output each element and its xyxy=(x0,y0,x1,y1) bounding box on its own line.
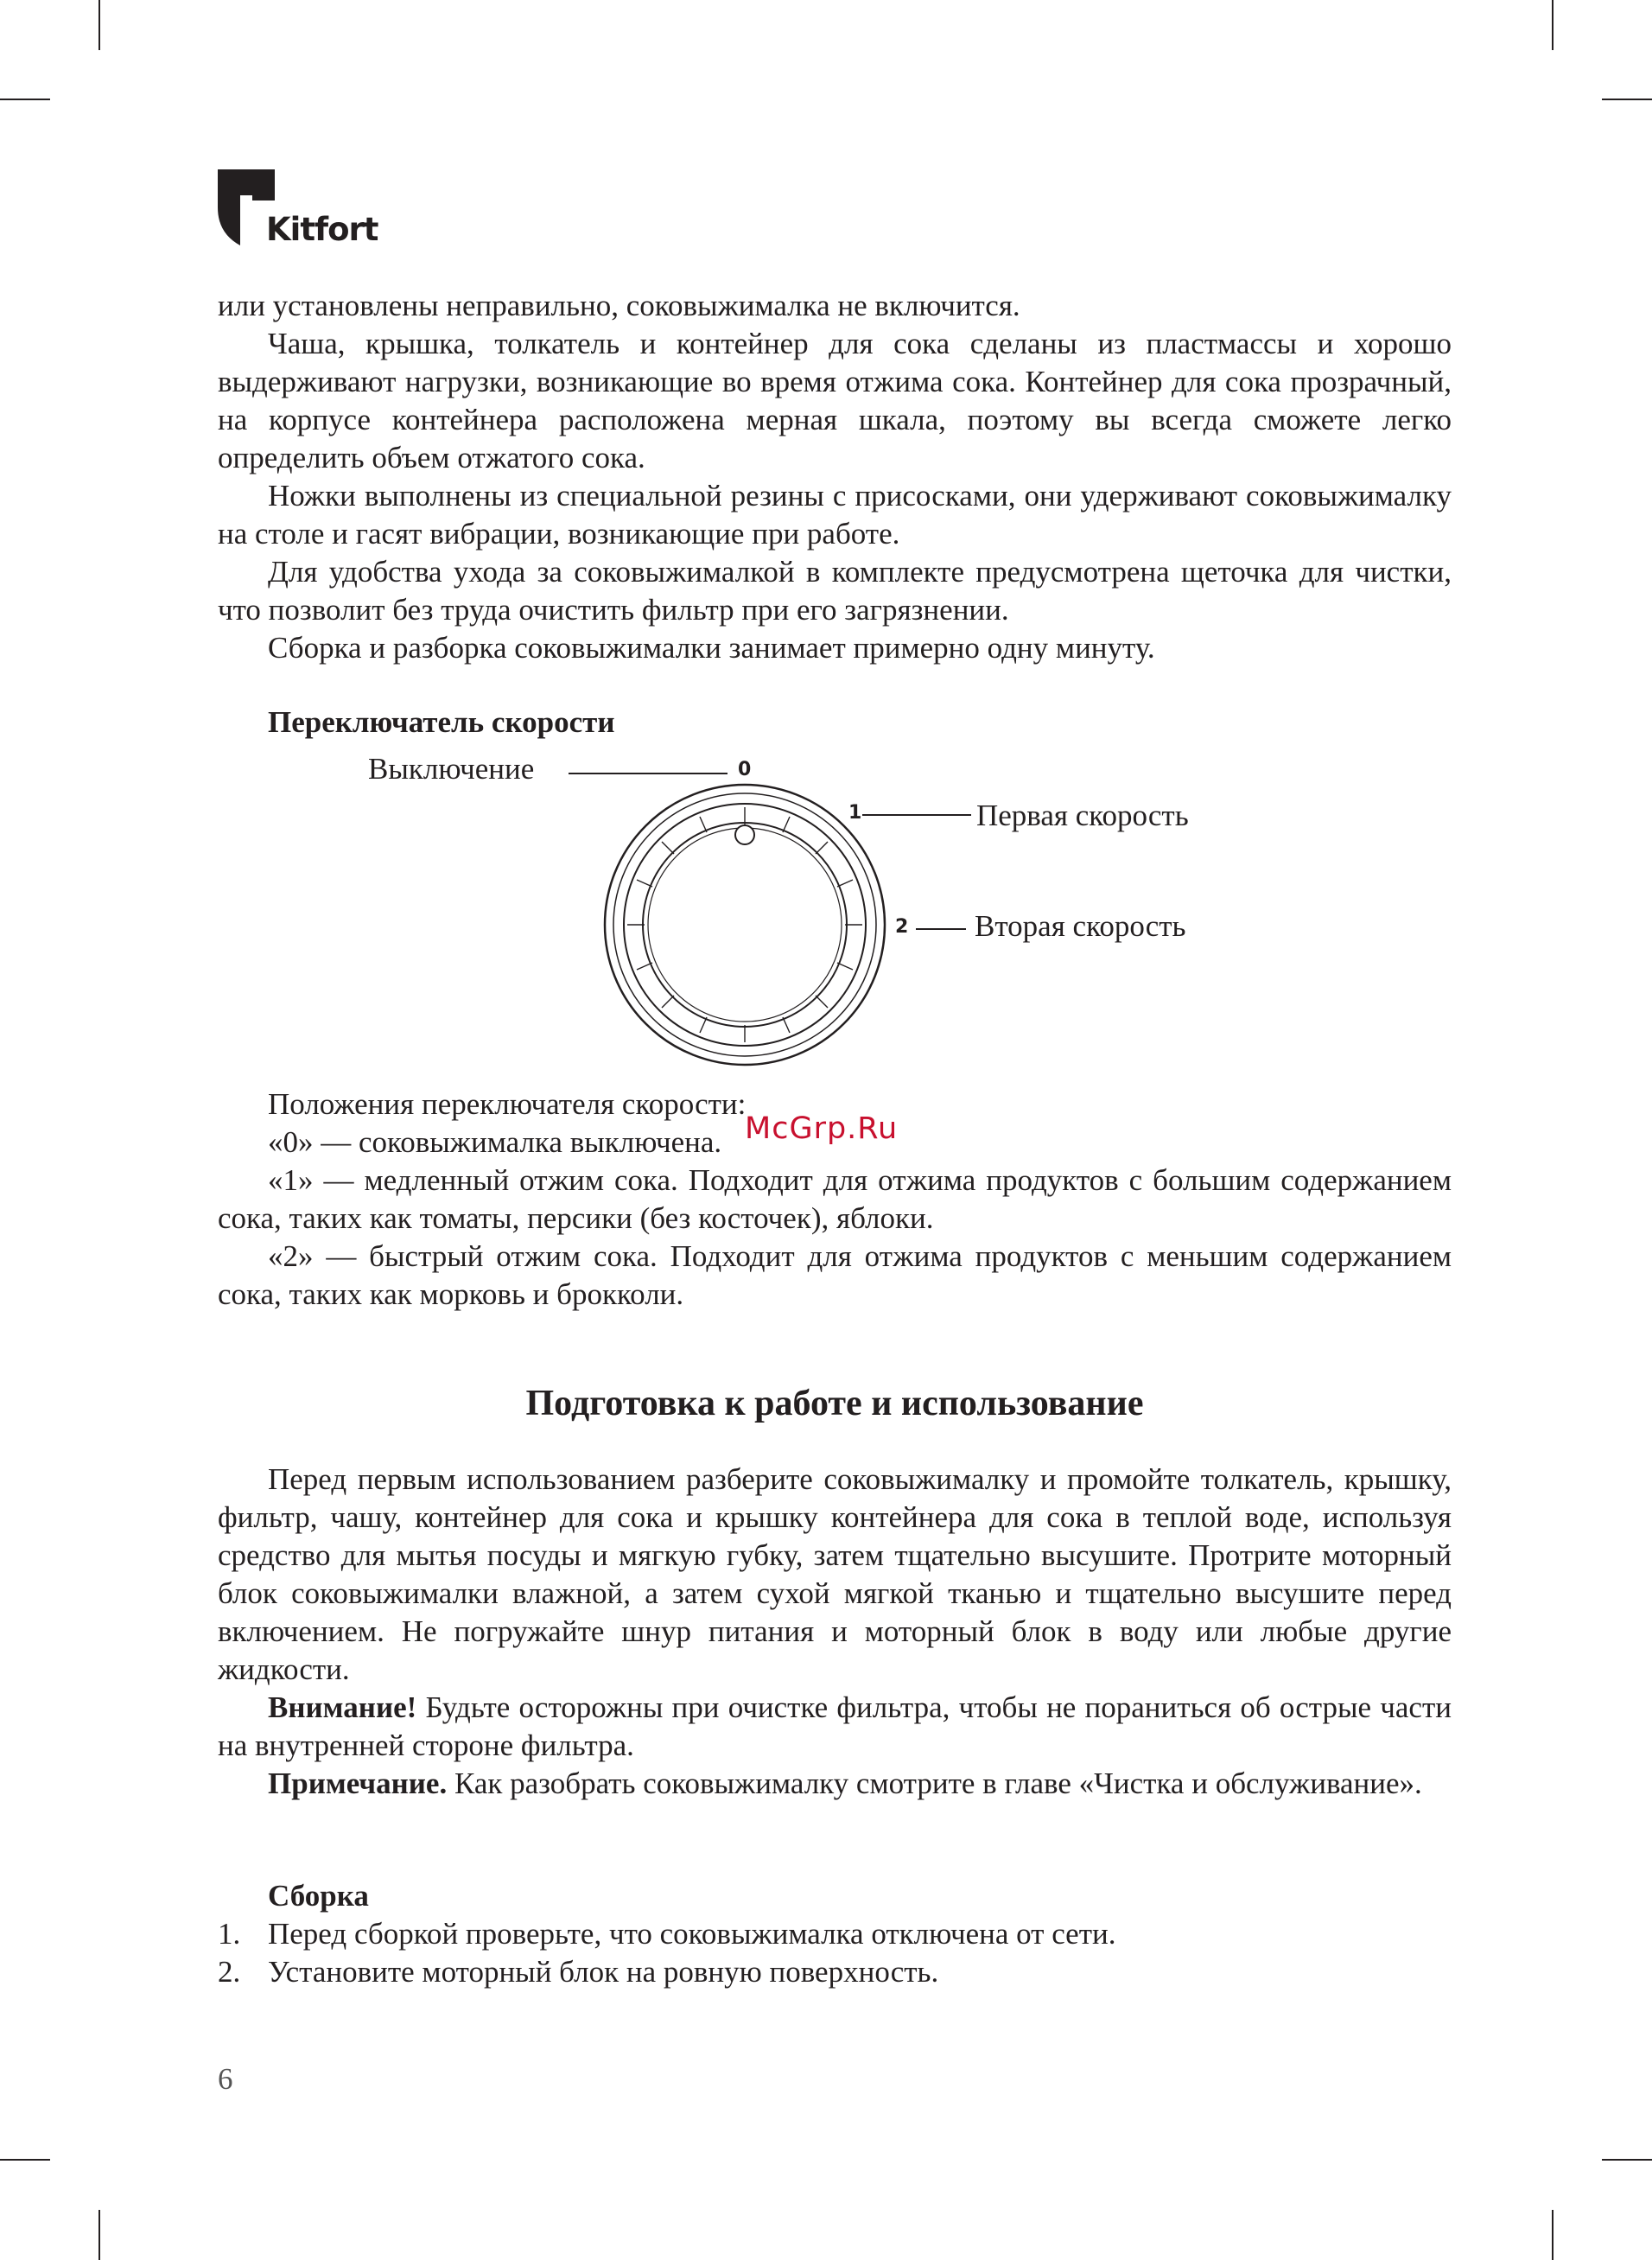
step-text: Перед сборкой проверьте, что соковыжималка отключена от сети. xyxy=(268,1917,1116,1951)
warning-text: Будьте осторожны при очистке фильтра, чтобы не пораниться об острые части на внутренней стороне фильтра. xyxy=(218,1690,1452,1762)
paragraph: Для удобства ухода за соковыжималкой в комплекте предусмотрена щеточка для чистки, что позволит без труда очистить фильтр при его загрязнении. xyxy=(218,555,1452,627)
paragraph: Чаша, крышка, толкатель и контейнер для сока сделаны из пластмассы и хорошо выдерживают нагрузки, возникающие во время отжима сока. Контейнер для сока прозрачный, на корпусе контейнера расположена мерная шкала, поэтому вы всегда сможете легко определить объем отжатого сока. xyxy=(218,327,1452,474)
brand-logo xyxy=(218,169,382,252)
warning-label: Внимание! xyxy=(268,1690,417,1724)
warning-paragraph xyxy=(218,1689,1452,1765)
note-text: Как разобрать соковыжималку смотрите в главе «Чистка и обслуживание». xyxy=(447,1767,1422,1800)
position-0-number: 0 xyxy=(738,759,752,780)
positions-title: Положения переключателя скорости: xyxy=(268,1087,747,1121)
position-item: «2» — быстрый отжим сока. Подходит для отжима продуктов с меньшим содержанием сока, таких как морковь и брокколи. xyxy=(218,1239,1452,1311)
note-paragraph xyxy=(218,1765,1452,1803)
step-text: Установите моторный блок на ровную поверхность. xyxy=(268,1955,939,1989)
paragraph: или установлены неправильно, соковыжималка не включится. xyxy=(218,289,1020,322)
label-off: Выключение xyxy=(368,752,535,786)
assembly-steps xyxy=(218,1915,1452,1991)
list-item xyxy=(218,1915,1452,1953)
crop-mark xyxy=(1552,0,1554,50)
crop-mark xyxy=(1602,2159,1652,2161)
paragraph: Перед первым использованием разберите соковыжималку и промойте толкатель, крышку, фильтр, чашу, контейнер для сока и крышку контейнера для сока в теплой воде, используя средство для мытья посуды и мягкую губку, затем тщательно высушите. Протрите моторный блок соковыжималки влажной, а затем сухой мягкой тканью и тщательно высушите перед включением. Не погружайте шнур питания и моторный блок в воду или любые другие жидкости. xyxy=(218,1462,1452,1686)
speed-switch-diagram xyxy=(346,748,1296,1077)
page-number: 6 xyxy=(218,2062,233,2096)
note-label: Примечание. xyxy=(268,1767,448,1800)
step-number: 2. xyxy=(218,1955,241,1989)
section-title: Подготовка к работе и использование xyxy=(525,1384,1144,1423)
position-item: «0» — соковыжималка выключена. xyxy=(268,1125,722,1159)
section-body xyxy=(218,1461,1452,1803)
list-item xyxy=(218,1953,1452,1991)
crop-mark xyxy=(0,99,50,100)
position-2-number: 2 xyxy=(895,916,909,938)
assembly-section xyxy=(218,1877,1452,1991)
paragraph: Сборка и разборка соковыжималки занимает примерно одну минуту. xyxy=(268,631,1155,665)
logo-text: Kitfort xyxy=(266,211,378,248)
speed-switch-heading: Переключатель скорости xyxy=(268,705,615,739)
crop-mark xyxy=(1602,99,1652,100)
watermark: McGrp.Ru xyxy=(745,1111,899,1146)
label-first-speed: Первая скорость xyxy=(976,799,1189,832)
position-item: «1» — медленный отжим сока. Подходит для отжима продуктов с большим содержанием сока, таких как томаты, персики (без косточек), яблоки. xyxy=(218,1163,1452,1235)
crop-mark xyxy=(1552,2210,1554,2260)
label-second-speed: Вторая скорость xyxy=(975,909,1186,943)
crop-mark xyxy=(98,0,100,50)
crop-mark xyxy=(0,2159,50,2161)
step-number: 1. xyxy=(218,1917,241,1951)
position-1-number: 1 xyxy=(848,802,862,824)
paragraph: Ножки выполнены из специальной резины с присосками, они удерживают соковыжималку на столе и гасят вибрации, возникающие при работе. xyxy=(218,479,1452,551)
assembly-heading: Сборка xyxy=(268,1879,369,1913)
crop-mark xyxy=(98,2210,100,2260)
intro-text xyxy=(218,287,1452,667)
